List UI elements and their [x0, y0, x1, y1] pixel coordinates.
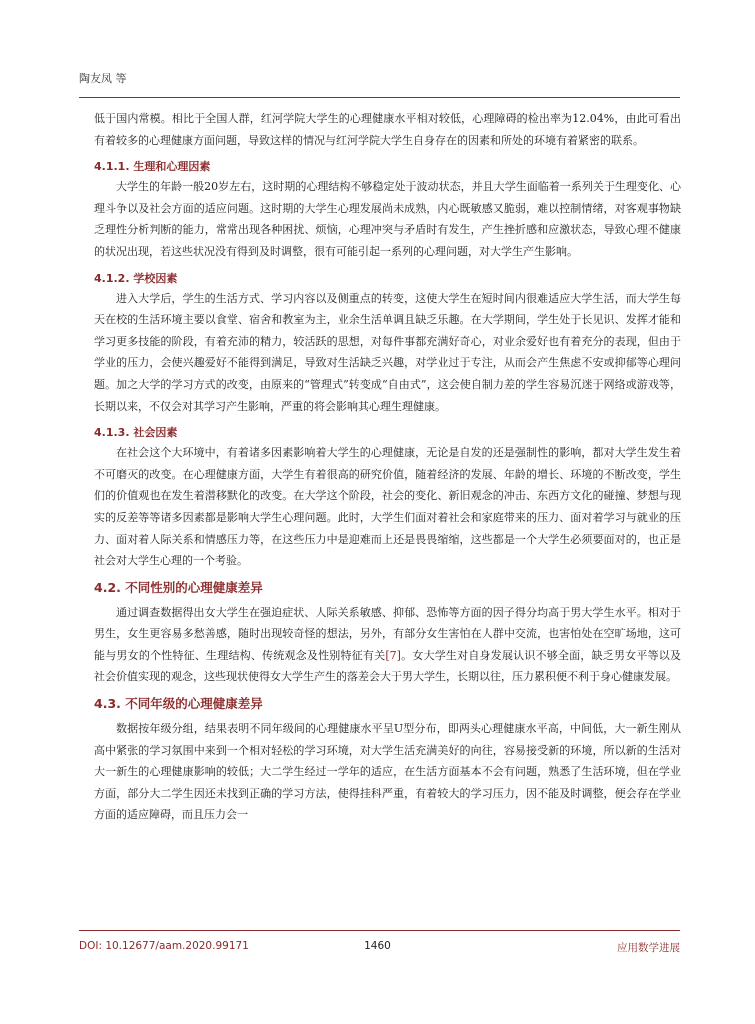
section-4-1-1-paragraph: 大学生的年龄一般20岁左右，这时期的心理结构不够稳定处于波动状态，并且大学生面临着一系列关于生理变化、心理斗争以及社会方面的适应问题。这时期的大学生心理发展尚未成熟，内心既敏感又脆弱，难以控制情绪，对客观事物缺乏理性分析判断的能力，常常出现各种困扰、烦恼，心理冲突与矛盾时有发生，产生挫折感和应激状态，导致心理不健康的状况出现，若这些状况没有得到及时调整，很有可能引起一系列的心理问题，对大学生产生影响。 [94, 180, 681, 258]
page-number: 1460 [364, 940, 391, 952]
citation-link[interactable]: [7] [385, 648, 401, 662]
section-4-1-1-heading: 4.1.1. 生理和心理因素 [94, 160, 211, 174]
section-4-2-text-a: 通过调查数据得出女大学生在强迫症状、人际关系敏感、抑郁、恐怖等方面的因子得分均高于男大学生水平。相对于男生，女生更容易多愁善感，随时出现较奇怪的想法，另外，有部分女生害怕在人群中交流，也害怕处在空旷场地，这可能与男女的个性特征、生理结构、传统观念及性别特征有关 [94, 605, 681, 662]
section-4-1-3-heading: 4.1.3. 社会因素 [94, 426, 178, 440]
footer-divider [79, 930, 680, 931]
section-4-2-paragraph [94, 602, 681, 688]
intro-paragraph: 低于国内常模。相比于全国人群，红河学院大学生的心理健康水平相对较低，心理障碍的检出率为12.04%，由此可看出有着较多的心理健康方面问题，导致这样的情况与红河学院大学生自身存在的因素和所处的环境有着紧密的联系。 [94, 112, 681, 147]
article-body [94, 108, 681, 826]
header-author: 陶友凤 等 [79, 72, 127, 85]
section-4-2-heading: 4.2. 不同性别的心理健康差异 [94, 579, 263, 595]
footer-doi[interactable]: DOI: 10.12677/aam.2020.99171 [79, 940, 249, 952]
section-4-2-text-b: 。女大学生对自身发展认识不够全面，缺乏男女平等以及社会价值实现的观念，这些现状使得女大学生产生的落差会大于男大学生，长期以往，压力累积便不利于身心健康发展。 [94, 648, 682, 684]
section-4-1-2-paragraph: 进入大学后，学生的生活方式、学习内容以及侧重点的转变，这使大学生在短时间内很难适应大学生活，而大学生每天在校的生活环境主要以食堂、宿舍和教室为主，业余生活单调且缺乏乐趣。在大学期间，学生处于长见识、发挥才能和学习更多技能的阶段，有着充沛的精力，较活跃的思想，对每件事都充满好奇心，对业余爱好也有着充分的表现，但由于学业的压力，会使兴趣爱好不能得到满足，导致对生活缺乏兴趣，对学业过于专注，从而会产生焦虑不安或抑郁等心理问题。加之大学的学习方式的改变，由原来的“管理式”转变成“自由式”，这会使自制力差的学生容易沉迷于网络或游戏等，长期以来，不仅会对其学习产生影响，严重的将会影响其心理生理健康。 [94, 291, 681, 413]
journal-name: 应用数学进展 [617, 942, 680, 954]
section-4-1-3-paragraph: 在社会这个大环境中，有着诸多因素影响着大学生的心理健康，无论是自发的还是强制性的影响，都对大学生发生着不可磨灭的改变。在心理健康方面，大学生有着很高的研究价值，随着经济的发展、年龄的增长、环境的不断改变，学生们的价值观也在发生着潜移默化的改变。在大学这个阶段，社会的变化、新旧观念的冲击、东西方文化的碰撞、梦想与现实的反差等等诸多因素都是影响大学生心理问题。此时，大学生们面对着社会和家庭带来的压力、面对着学习与就业的压力、面对着人际关系和情感压力等，在这些压力中是迎难而上还是畏畏缩缩，这些都是一个大学生必须要面对的，也正是社会对大学生心理的一个考验。 [94, 446, 681, 568]
section-4-3-heading: 4.3. 不同年级的心理健康差异 [94, 696, 263, 712]
section-4-3-paragraph: 数据按年级分组，结果表明不同年级间的心理健康水平呈U型分布，即两头心理健康水平高，中间低，大一新生刚从高中紧张的学习氛围中来到一个相对轻松的学习环境，对大学生活充满美好的向往，容易接受新的环境，所以新的生活对大一新生的心理健康影响的较低；大二学生经过一学年的适应，在生活方面基本不会有问题，熟悉了生活环境，但在学业方面，部分大二学生因还未找到正确的学习方法，使得挂科严重，有着较大的学习压力，因不能及时调整，便会存在学业方面的适应障碍，而且压力会一 [94, 722, 681, 822]
header-divider [79, 97, 680, 98]
section-4-1-2-heading: 4.1.2. 学校因素 [94, 271, 178, 285]
